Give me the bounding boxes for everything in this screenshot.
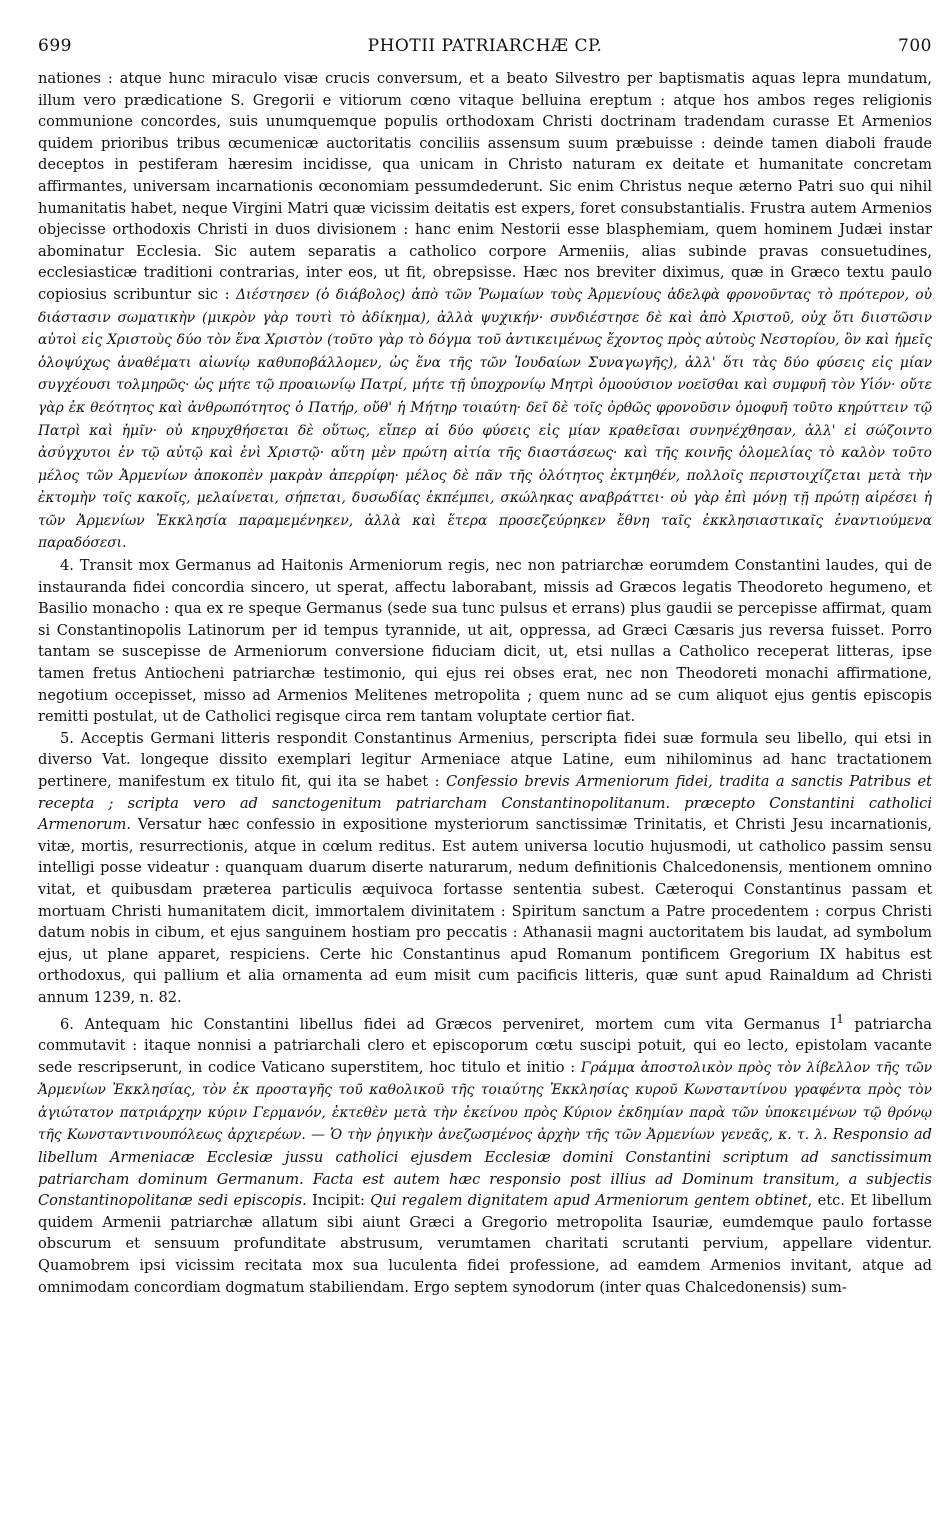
paragraph-4-text: 4. Transit mox Germanus ad Haitonis Armeniorum regis, nec non patriarchæ eorumdem Constantini laudes, qui de instauranda fidei concordia sincero, ut sperat, affectu laborabant, missis ad Græcos legatis Theodoreto hegumeno, et Basilio monacho : qua ex re speque Germanus (sede sua tunc pulsus et errans) plus gaudii se percepisse affirmat, quam si Constantinopolis Latinorum per id tempus tyrannide, ut ait, oppressa, ad Græci Cæsaris jus reversa fuisset. Porro tantam se suscepisse de Armeniorum conversione fiduciam dicit, ut, etsi nullas a Catholico receperat litteras, ipse tamen fretus Antiocheni patriarchæ testimonio, qui ejus rei obses erat, nec non Theodoreti monachi affirmatione, negotium occepisset, misso ad Armenios Melitenes metropolita ; quem nunc ad se cum aliquot ejus gentis episcopis remitti postulat, ut de Catholici regisque circa rem tantam voluptate certior fiat.	[38, 557, 932, 726]
incipit-label: Incipit:	[306, 1192, 371, 1210]
paragraph-6-text-a: 6. Antequam hic Constantini libellus fidei ad Græcos perveniret, mortem cum vita Germanus I	[60, 1015, 837, 1033]
responsio-title: Responsio ad libellum Armeniacæ Ecclesiæ jussu catholici ejusdem Ecclesiæ domini Constantini scriptum ad sanctissimum patriarcham dominum Germanum. Facta est autem hæc responsio post illius ad Dominum transitum, a subjectis Constantinopolitanæ sedi episcopis.	[38, 1126, 932, 1210]
paragraph-6-text-c: , etc. Et libellum quidem Armenii patriarchæ allatum sibi aiunt Græci a Gregorio metropolita Isauriæ, eumdemque paulo fortasse obscurum et sensuum profunditate abstrusum, verumtamen charitati scrutanti pervium, appellare videntur. Quamobrem ipsi vicissim recitata mox sua luculenta fidei professione, ad eamdem Armenios invitant, atque ad omnimodam concordiam dogmatum stabiliendam. Ergo septem synodorum (inter quas Chalcedonensis) sum-	[38, 1192, 932, 1296]
greek-title: Γράμμα ἀποστολικὸν πρὸς τὸν λίβελλον τῆς τῶν Ἀρμενίων Ἐκκλησίας, τὸν ἐκ προσταγῆς τοῦ καθολικοῦ τῆς τοιαύτης Ἐκκλησίας κυροῦ Κωνσταντίνου γραφέντα πρὸς τὸν ἁγιώτατον πατριάρχην κύριν Γερμανόν, ἐκτεθὲν μετὰ τὴν ἐκείνου πρὸς Κύριον ἐκδημίαν παρὰ τῶν ὑποκειμένων τῷ θρόνῳ τῆς Κωνσταντινουπόλεως ἀρχιερέων. — Ὁ τὴν ῥηγικὴν ἀνεζωσμένος ἀρχὴν τῆς τῶν Ἀρμενίων γενεᾶς, κ. τ. λ.	[38, 1059, 932, 1144]
greek-quotation: Διέστησεν (ὁ διάβολος) ἀπὸ τῶν Ῥωμαίων τοὺς Ἀρμενίους ἀδελφὰ φρονοῦντας τὸ πρότερον, οὐ διάστασιν σωματικὴν (μικρὸν γὰρ τουτὶ τὸ ἀδίκημα), ἀλλὰ ψυχικήν· συνδιέστησε δὲ καὶ ἀπὸ Χριστοῦ, οὐχ ὅτι διιστῶσιν αὐτοὶ εἰς Χριστοὺς δύο τὸν ἕνα Χριστὸν (τοῦτο γὰρ τὸ δόγμα τοῦ ἀντικειμένως ἔχοντος πρὸς αὐτοὺς Νεστορίου, ὃν καὶ ἡμεῖς ὁλοψύχως ἀναθέματι αἰωνίῳ καθυποβάλλομεν, ὡς ἕνα τῆς τῶν Ἰουδαίων Συναγωγῆς), ἀλλ' ὅτι τὰς δύο φύσεις εἰς μίαν συγχέουσι τολμηρῶς· ὡς μήτε τῷ προαιωνίῳ Πατρί, μήτε τῇ ὑποχρονίῳ Μητρὶ ὁμοούσιον νοεῖσθαι καὶ συμφυῆ τὸν Υἱόν· οὔτε γὰρ ἐκ θεότητος καὶ ἀνθρωπότητος ὁ Πατήρ, οὔθ' ἡ Μήτηρ τοιαύτη· δεῖ δὲ τοῖς ὀρθῶς φρονοῦσιν ὁμοφυῆ τοῦτο κηρύττειν τῷ Πατρὶ καὶ ἡμῖν· οὐ κηρυχθήσεται δὲ οὕτως, εἴπερ αἱ δύο φύσεις εἰς μίαν κραθεῖσαι συνηνέχθησαν, ἀλλ' εἰ σώζοιντο ἀσύγχυτοι ἐν τῷ αὐτῷ καὶ ἑνὶ Χριστῷ· αὕτη μὲν πρώτη αἰτία τῆς διαστάσεως· καὶ τῆς κοινῆς ὁλομελίας τὸ καλὸν τοῦτο μέλος τῶν Ἀρμενίων ἀποκοπὲν μακρὰν ἀπερρίφη· μέλος δὲ πᾶν τῆς ὁλότητος ἐκτμηθέν, πολλοῖς περιστοιχίζεται μετὰ τὴν ἐκτομὴν τοῖς κακοῖς, μελαίνεται, σήπεται, δυσωδίας ἐκπέμπει, σκώληκας αναβράττει· οὐ γὰρ ἐπὶ μόνῃ τῇ πρώτῃ αἱρέσει ἡ τῶν Ἀρμενίων Ἐκκλησία παραμεμένηκεν, ἀλλὰ καὶ ἕτερα προσεζεύρηκεν ἔθνη ταῖς ἐκκλησιαστικαῖς ἐναντιούμενα παραδόσεσι.	[38, 286, 932, 552]
paragraph-6-text-b: patriarcha commutavit : itaque nonnisi a patriarchali clero et episcoporum cœtu suscipi potuit, qui eo lecto, epistolam vacante sede rescripserunt, in codice Vaticano superstitem, hoc titulo et initio :	[38, 1015, 933, 1076]
page-number-right: 700	[898, 36, 932, 56]
text-body	[38, 68, 932, 1298]
latin-text: nationes : atque hunc miraculo visæ crucis conversum, et a beato Silvestro per baptismatis aquas lepra mundatum, illum vero prædicatione S. Gregorii e vitiorum cœno vitaque belluina ereptum : atque hos ambos reges religionis communione concordes, suis unumquemque populis orthodoxam Christi doctrinam tradendam curasse Et Armenios quidem prioribus tribus œcumenicæ auctoritatis conciliis assensum suum præbuisse : deinde tamen diaboli fraude deceptos in pestiferam hæresim incidisse, qua unicam in Christo naturam ex deitate et humanitate concretam affirmantes, universam incarnationis œconomiam pessumdederunt. Sic enim Christus neque æterno Patri suo qui nihil humanitatis habet, neque Virgini Matri quæ vicissim deitatis est expers, foret consubstantialis. Frustra autem Armenios objecisse orthodoxis Christi in duos divisionem : hanc enim Nestorii esse blasphemiam, quem hominem Judæi instar abominatur Ecclesia. Sic autem separatis a catholico corpore Armeniis, alias subinde pravas consuetudines, ecclesiasticæ traditioni contrarias, inter eos, ut fit, obrepsisse. Hæc nos breviter diximus, quæ in Græco textu paulo copiosius scribuntur sic :	[38, 70, 932, 303]
paragraph-6	[38, 1009, 932, 1299]
confession-title: Confessio brevis Armeniorum fidei, tradita a sanctis Patribus et recepta ; scripta vero ad sanctogenitum patriarcham Constantinopolitanum. præcepto Constantini catholici Armenorum.	[38, 773, 932, 834]
page-number-left: 699	[38, 36, 72, 56]
paragraph-5-text-a: 5. Acceptis Germani litteris respondit Constantinus Armenius, perscripta fidei suæ formula seu libello, qui etsi in diverso Vat. longeque dissito exemplari legitur Armeniace atque Latine, eum nihilominus ad hanc tractationem pertinere, manifestum ex titulo fit, qui ita se habet :	[38, 729, 932, 790]
paragraph-5-text-b: Versatur hæc confessio in expositione mysteriorum sanctissimæ Trinitatis, et Christi Jesu incarnationis, vitæ, mortis, resurrectionis, atque in cœlum reditus. Est autem universa locutio hujusmodi, ut catholico passim sensu intelligi posse videatur : quanquam duarum diserte naturarum, nedum definitionis Chalcedonensis, mentionem omnino vitat, et quibusdam præterea particulis æquivoca fortasse sententia subest. Cæteroqui Constantinus passam et mortuam Christi humanitatem dicit, immortalem divinitatem : Spiritum sanctum a Patre procedentem : corpus Christi datum nobis in cibum, et ejus sanguinem hostiam pro peccatis : Athanasii magni auctoritatem bis laudat, ad symbolum ejus, ut plane apparet, respiciens. Certe hic Constantinus apud Romanum pontificem Gregorium IX habitus est orthodoxus, qui pallium et alia ornamenta ad eum misit cum pacificis litteris, quæ sunt apud Rainaldum ad Christi annum 1239, n. 82.	[38, 816, 932, 1006]
footnote-marker: 1	[836, 1011, 844, 1026]
paragraph-continuation	[38, 68, 932, 555]
paragraph-5	[38, 728, 932, 1009]
running-title: PHOTII PATRIARCHÆ CP.	[367, 36, 603, 56]
running-header	[38, 36, 932, 58]
paragraph-4	[38, 555, 932, 728]
incipit-text: Qui regalem dignitatem apud Armeniorum gentem obtinet	[370, 1192, 808, 1210]
